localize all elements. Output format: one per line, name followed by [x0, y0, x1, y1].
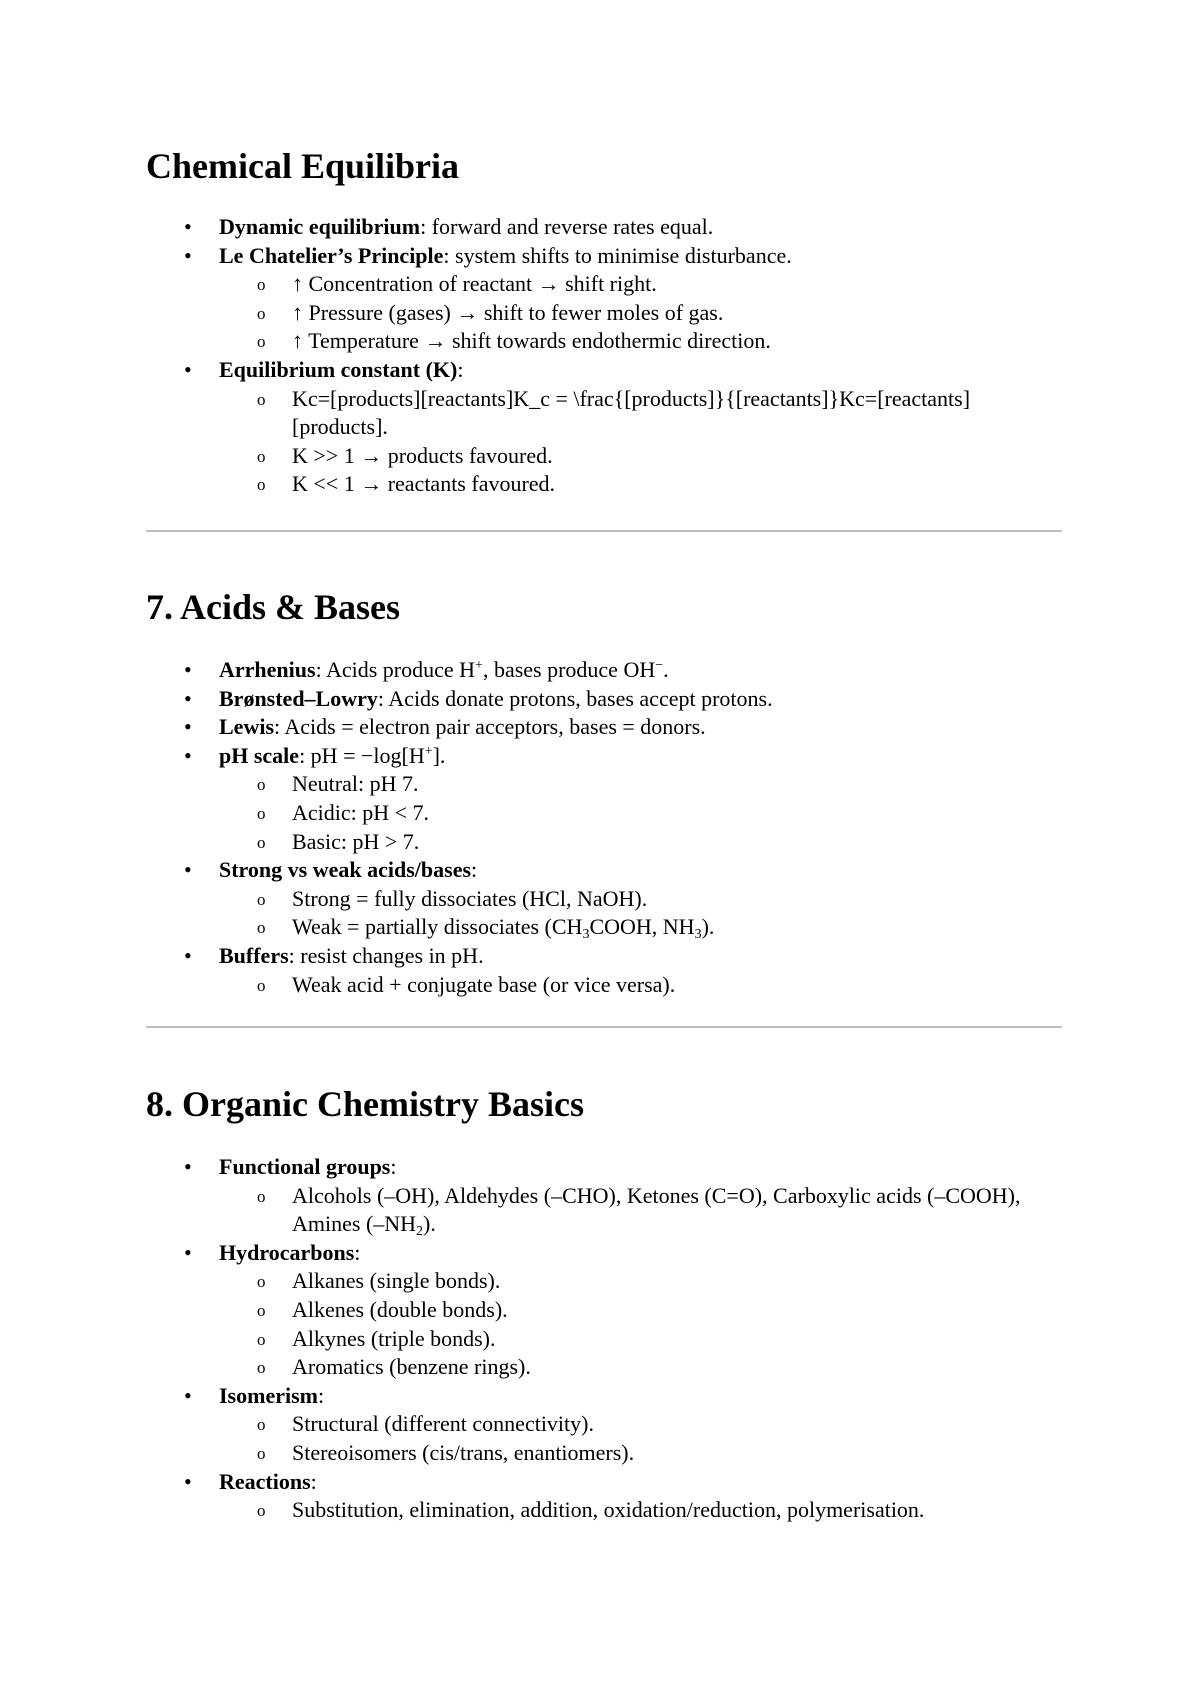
sub-list	[219, 971, 1062, 1000]
sub-list-item: o ↑ Pressure (gases) → shift to fewer moles of gas.	[219, 299, 1062, 328]
sub-list	[219, 270, 1062, 356]
section-title: 8. Organic Chemistry Basics	[146, 1084, 584, 1124]
sub-list-item: o Weak = partially dissociates ($CH_3COOH$, $NH_3$).	[219, 913, 1062, 942]
sub-list-item: o K >> 1 → products favoured.	[219, 442, 1062, 471]
bullet-list	[146, 1153, 1062, 1525]
bullet-list	[146, 213, 1062, 499]
list-item: • Brønsted–Lowry: Acids donate protons, bases accept protons.	[146, 685, 1062, 714]
section-chemical-equilibria	[146, 144, 1062, 499]
list-item: • Strong vs weak acids/bases: o Strong = fully dissociates (HCl, NaOH). o Weak = partially dissociates ($CH_3COOH$, $NH_3$).	[146, 856, 1062, 942]
section-title: 7. Acids & Bases	[146, 587, 401, 627]
list-item: • Functional groups: o Alcohols (–OH), Aldehydes (–CHO), Ketones (C=O), Carboxylic acids (–COOH), Amines $(-NH_2)$.	[146, 1153, 1062, 1239]
bullet-list	[146, 656, 1062, 999]
sub-list-item: o Kc=[products][reactants]K_c = \frac{[products]}{[reactants]}Kc=[reactants][products].	[219, 385, 1062, 442]
list-item: • Buffers: resist changes in pH. o Weak acid + conjugate base (or vice versa).	[146, 942, 1062, 999]
section-acids-bases	[146, 585, 1062, 999]
list-item: • Equilibrium constant (K): o Kc=[products][reactants]K_c = \frac{[products]}{[reactants]}Kc=[reactants][products]. o K >> 1 → products favoured. o K << 1 → reactants favoured.	[146, 356, 1062, 499]
sub-list	[219, 1410, 1062, 1467]
list-item: • Reactions: o Substitution, elimination, addition, oxidation/reduction, polymerisation.	[146, 1468, 1062, 1525]
sub-list-item: o Stereoisomers (cis/trans, enantiomers).	[219, 1439, 1062, 1468]
sub-list	[219, 385, 1062, 499]
section-organic-chemistry	[146, 1082, 1062, 1525]
list-item: • Isomerism: o Structural (different connectivity). o Stereoisomers (cis/trans, enantiomers).	[146, 1382, 1062, 1468]
sub-list-item: o Weak acid + conjugate base (or vice versa).	[219, 971, 1062, 1000]
sub-list	[219, 885, 1062, 942]
sub-list-item: o Basic: pH > 7.	[219, 828, 1062, 857]
section-divider	[146, 530, 1062, 532]
sub-list	[219, 1267, 1062, 1381]
sub-list	[219, 770, 1062, 856]
sub-list-item: o Neutral: pH 7.	[219, 770, 1062, 799]
list-item: • Hydrocarbons: o Alkanes (single bonds). o Alkenes (double bonds). o Alkynes (triple bonds). o Aromatics (benzene rings).	[146, 1239, 1062, 1382]
sub-list-item: o Structural (different connectivity).	[219, 1410, 1062, 1439]
sub-list-item: o Aromatics (benzene rings).	[219, 1353, 1062, 1382]
sub-list-item: o K << 1 → reactants favoured.	[219, 470, 1062, 499]
sub-list	[219, 1496, 1062, 1525]
sub-list-item: o Alkenes (double bonds).	[219, 1296, 1062, 1325]
sub-list-item: o Substitution, elimination, addition, oxidation/reduction, polymerisation.	[219, 1496, 1062, 1525]
sub-list-item: o Alcohols (–OH), Aldehydes (–CHO), Ketones (C=O), Carboxylic acids (–COOH), Amines $(-NH_2)$.	[219, 1182, 1062, 1239]
list-item: • pH scale: pH = −log[H+]. o Neutral: pH 7. o Acidic: pH < 7. o Basic: pH > 7.	[146, 742, 1062, 856]
section-title: Chemical Equilibria	[146, 146, 460, 186]
sub-list-item: o Strong = fully dissociates (HCl, NaOH).	[219, 885, 1062, 914]
sub-list	[219, 1182, 1062, 1239]
sub-list-item: o Alkanes (single bonds).	[219, 1267, 1062, 1296]
sub-list-item: o Alkynes (triple bonds).	[219, 1325, 1062, 1354]
list-item: • Le Chatelier’s Principle: system shifts to minimise disturbance. o ↑ Concentration of reactant → shift right. o ↑ Pressure (gases) → shift to fewer moles of gas. o ↑ Temperature → shift towards endothermic direction.	[146, 242, 1062, 356]
list-item: • Dynamic equilibrium: forward and reverse rates equal.	[146, 213, 1062, 242]
sub-list-item: o ↑ Concentration of reactant → shift right.	[219, 270, 1062, 299]
sub-list-item: o Acidic: pH < 7.	[219, 799, 1062, 828]
list-item: • Lewis: Acids = electron pair acceptors, bases = donors.	[146, 713, 1062, 742]
sub-list-item: o ↑ Temperature → shift towards endothermic direction.	[219, 327, 1062, 356]
list-item: • Arrhenius: Acids produce H+, bases produce OH−.	[146, 656, 1062, 685]
section-divider	[146, 1026, 1062, 1028]
